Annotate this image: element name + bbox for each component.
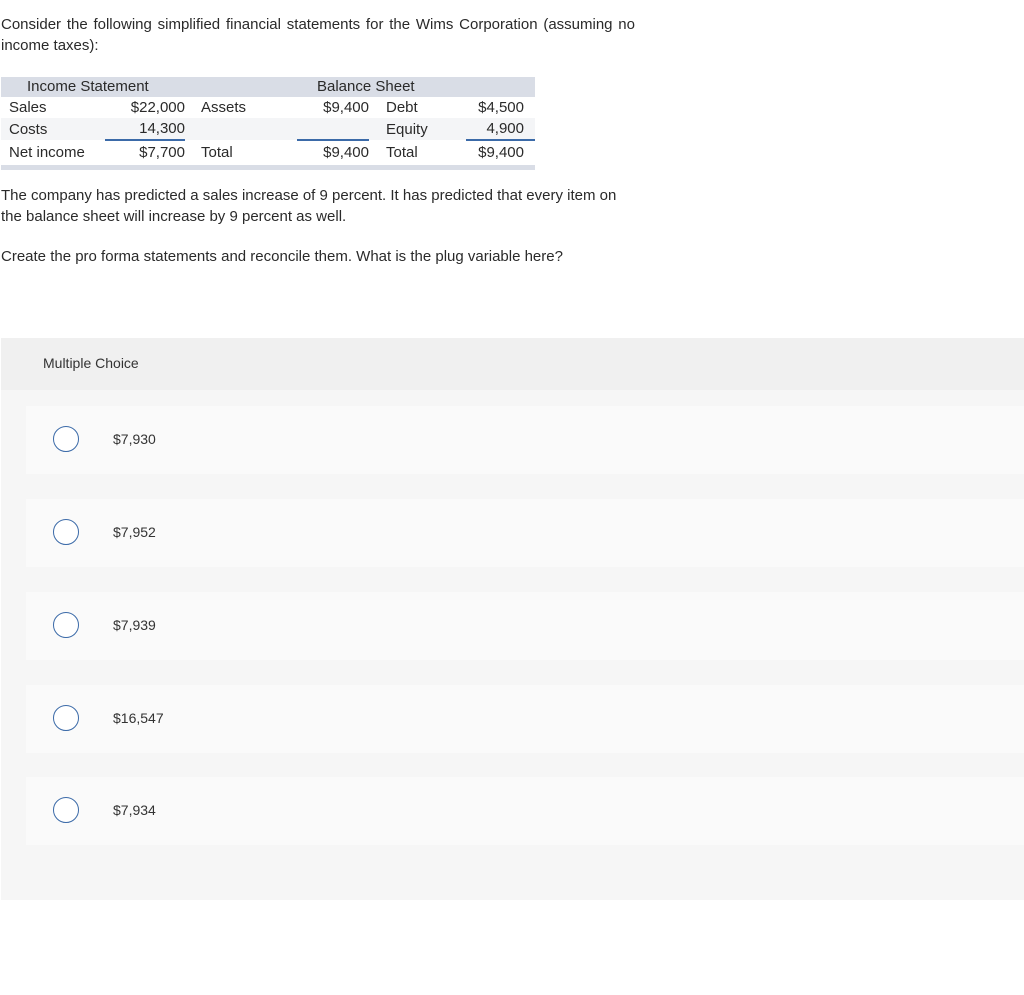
- table-header-row: [1, 77, 535, 97]
- choice-option-5[interactable]: [26, 777, 1024, 845]
- equity-label: Equity: [369, 118, 466, 140]
- radio-button[interactable]: [53, 519, 79, 545]
- row-label-costs: Costs: [1, 118, 105, 140]
- radio-button[interactable]: [53, 426, 79, 452]
- total-assets-value: $9,400: [297, 140, 369, 165]
- question-paragraph-2: Create the pro forma statements and reconcile them. What is the plug variable here?: [1, 248, 563, 265]
- question-intro: Consider the following simplified financial statements for the Wims Corporation (assuming no income taxes):: [1, 16, 635, 54]
- table-row: [1, 118, 535, 140]
- balance-sheet-header: Balance Sheet: [297, 77, 535, 97]
- assets-value: $9,400: [297, 97, 369, 118]
- multiple-choice-title: Multiple Choice: [43, 355, 139, 371]
- total-label-right: Total: [369, 140, 466, 165]
- row-label-sales: Sales: [1, 97, 105, 118]
- empty-cell: [185, 118, 297, 140]
- choice-label: $7,934: [113, 802, 156, 818]
- table-row: [1, 140, 535, 165]
- table-footer-bar: [1, 165, 535, 170]
- financial-statements-table: [1, 77, 535, 170]
- income-statement-header: Income Statement: [1, 77, 185, 97]
- debt-label: Debt: [369, 97, 466, 118]
- multiple-choice-header: [1, 338, 1024, 390]
- costs-value: 14,300: [105, 118, 185, 140]
- radio-button[interactable]: [53, 705, 79, 731]
- choice-label: $7,930: [113, 431, 156, 447]
- choice-option-4[interactable]: [26, 685, 1024, 753]
- choice-option-1[interactable]: [26, 406, 1024, 474]
- sales-value: $22,000: [105, 97, 185, 118]
- row-label-net-income: Net income: [1, 140, 105, 165]
- table-row: [1, 97, 535, 118]
- choice-option-2[interactable]: [26, 499, 1024, 567]
- choice-label: $16,547: [113, 710, 164, 726]
- multiple-choice-panel: [1, 338, 1024, 900]
- question-paragraph-1: The company has predicted a sales increase of 9 percent. It has predicted that every item on the balance sheet will increase by 9 percent as well.: [1, 187, 617, 225]
- choice-option-3[interactable]: [26, 592, 1024, 660]
- choice-label: $7,939: [113, 617, 156, 633]
- total-label-left: Total: [185, 140, 297, 165]
- equity-value: 4,900: [466, 118, 535, 140]
- radio-button[interactable]: [53, 797, 79, 823]
- radio-button[interactable]: [53, 612, 79, 638]
- choice-label: $7,952: [113, 524, 156, 540]
- total-liabilities-value: $9,400: [466, 140, 535, 165]
- assets-label: Assets: [185, 97, 297, 118]
- debt-value: $4,500: [466, 97, 535, 118]
- empty-cell: [297, 118, 369, 140]
- net-income-value: $7,700: [105, 140, 185, 165]
